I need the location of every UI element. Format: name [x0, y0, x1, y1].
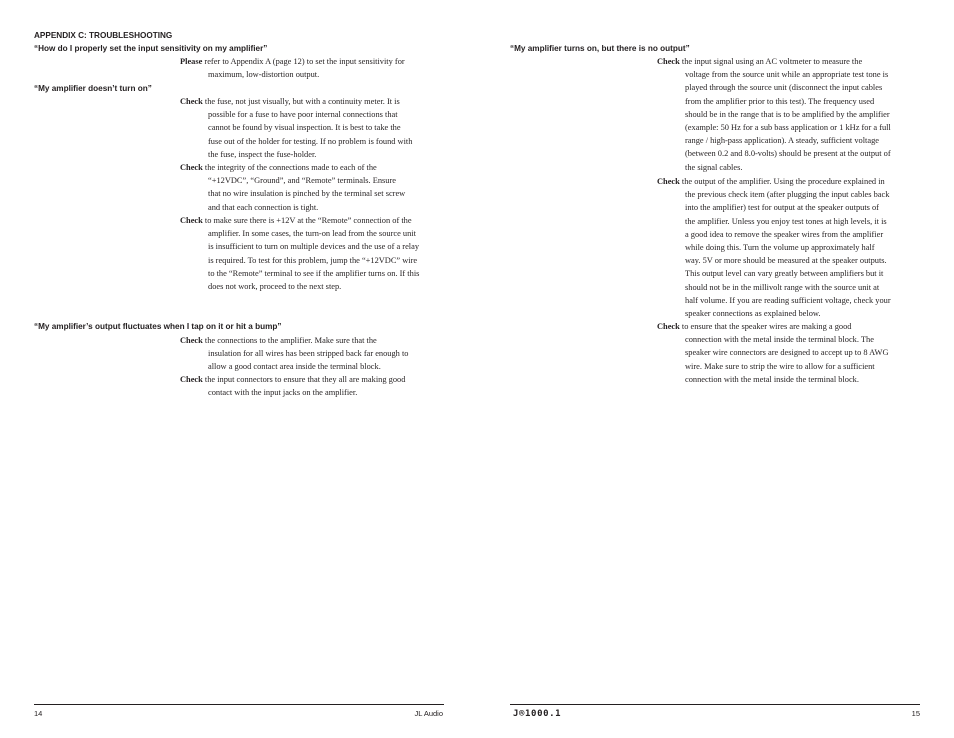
item-line: way. 5V or more should be measured at the speaker outputs.: [685, 256, 887, 266]
item-line: is insufficient to turn on multiple devices and the use of a relay: [208, 242, 420, 252]
troubleshooting-item: [657, 55, 891, 174]
item-line: range / high-pass application). A steady, sufficient voltage: [685, 136, 879, 146]
item-line: the fuse, not just visually, but with a continuity meter. It is: [202, 97, 400, 106]
item-line: while doing this. Turn the volume up approximately half: [685, 243, 875, 253]
item-line: voltage from the source unit while an appropriate test tone is: [685, 70, 889, 80]
troubleshooting-item: [180, 55, 405, 81]
troubleshooting-item: [657, 175, 891, 320]
item-line: that no wire insulation is pinched by the terminal set screw: [208, 189, 406, 199]
troubleshooting-item: [657, 320, 889, 386]
item-line: to the “Remote” terminal to see if the amplifier turns on. If this: [208, 268, 420, 278]
item-keyword: Check: [657, 57, 680, 66]
item-line: the integrity of the connections made to each of the: [202, 163, 377, 172]
item-line: cannot be found by visual inspection. It is best to take the: [208, 123, 401, 133]
item-line: the input signal using an AC voltmeter to measure the: [679, 57, 863, 66]
item-line: to ensure that the speaker wires are making a good: [679, 322, 852, 331]
item-keyword: Check: [180, 163, 203, 172]
item-line: is required. To test for this problem, jump the “+12VDC” wire: [208, 255, 418, 265]
footer-rule: [34, 704, 444, 705]
appendix-title: APPENDIX C: TROUBLESHOOTING: [34, 31, 173, 40]
item-line: should be in the range that is to be amplified by the amplifier: [685, 109, 890, 119]
troubleshooting-item: [180, 161, 405, 214]
item-line: wire. Make sure to strip the wire to allow for a sufficient: [685, 361, 875, 371]
item-line: the fuse, inspect the fuse-holder.: [208, 149, 317, 159]
item-line: fuse out of the holder for testing. If no problem is found with: [208, 136, 413, 146]
item-keyword: Check: [180, 336, 203, 345]
item-line: half volume. If you are reading sufficient voltage, check your: [685, 295, 891, 305]
item-line: the previous check item (after plugging the input cables back: [685, 190, 890, 200]
item-keyword: Check: [180, 97, 203, 106]
item-line: the connections to the amplifier. Make sure that the: [202, 336, 377, 345]
item-line: into the amplifier) test for output at the speaker outputs of: [685, 203, 879, 213]
item-keyword: Check: [180, 216, 203, 225]
brand-name: JL Audio: [414, 709, 443, 718]
question-heading: “My amplifier doesn’t turn on”: [34, 84, 152, 93]
troubleshooting-item: [180, 214, 419, 293]
item-line: does not work, proceed to the next step.: [208, 282, 342, 292]
item-line: to make sure there is +12V at the “Remote” connection of the: [202, 216, 412, 225]
question-heading: “My amplifier turns on, but there is no output”: [510, 44, 690, 53]
page-number: 14: [34, 709, 43, 718]
item-line: played through the source unit (disconnect the input cables: [685, 83, 883, 93]
item-keyword: Check: [657, 322, 680, 331]
item-line: speaker connections as explained below.: [685, 309, 821, 319]
question-heading: “How do I properly set the input sensitivity on my amplifier”: [34, 44, 268, 53]
item-line: connection with the metal inside the terminal block. The: [685, 335, 874, 345]
item-line: the input connectors to ensure that they all are making good: [202, 375, 406, 384]
troubleshooting-item: [180, 95, 412, 161]
item-line: refer to Appendix A (page 12) to set the input sensitivity for: [202, 57, 405, 66]
item-line: maximum, low-distortion output.: [208, 70, 320, 80]
troubleshooting-item: [180, 373, 405, 399]
item-line: insulation for all wires has been stripped back far enough to: [208, 349, 409, 359]
item-line: contact with the input jacks on the amplifier.: [208, 388, 358, 398]
right-page: [477, 0, 954, 738]
item-keyword: Please: [180, 57, 203, 66]
question-heading: “My amplifier’s output fluctuates when I tap on it or hit a bump”: [34, 322, 282, 331]
item-line: speaker wire connectors are designed to accept up to 8 AWG: [685, 348, 889, 358]
item-line: (example: 50 Hz for a sub bass application or 1 kHz for a full: [685, 123, 891, 133]
item-line: (between 0.2 and 8.0-volts) should be present at the output of: [685, 149, 891, 159]
model-logo: J®1000.1: [513, 709, 562, 719]
item-line: should not be in the millivolt range with the source unit at: [685, 282, 880, 292]
item-line: the output of the amplifier. Using the procedure explained in: [679, 177, 885, 186]
item-line: possible for a fuse to have poor internal connections that: [208, 110, 398, 120]
item-line: connection with the metal inside the terminal block.: [685, 374, 859, 384]
item-line: a good idea to remove the speaker wires from the amplifier: [685, 229, 884, 239]
item-keyword: Check: [657, 177, 680, 186]
item-line: allow a good contact area inside the terminal block.: [208, 362, 381, 372]
item-line: and that each connection is tight.: [208, 202, 319, 212]
footer-rule: [510, 704, 920, 705]
page-number: 15: [911, 709, 920, 718]
item-line: the amplifier. Unless you enjoy test tones at high levels, it is: [685, 216, 887, 226]
item-line: amplifier. In some cases, the turn-on lead from the source unit: [208, 229, 416, 239]
troubleshooting-item: [180, 334, 408, 374]
item-line: the signal cables.: [685, 162, 743, 172]
item-line: from the amplifier prior to this test). The frequency used: [685, 96, 875, 106]
item-line: This output level can vary greatly between amplifiers but it: [685, 269, 884, 279]
item-keyword: Check: [180, 375, 203, 384]
item-line: “+12VDC”, “Ground”, and “Remote” terminals. Ensure: [208, 176, 396, 186]
